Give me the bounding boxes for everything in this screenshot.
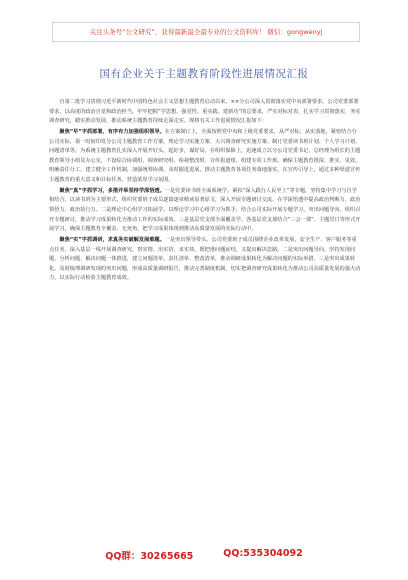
paragraph-text: 在方案制订上，全面按照党中央和上级党委要求，从严对标，从实落地，紧密结合分公司实际，第一时间印发分公司主题教育工作方案，理论学习实施方案、大兴调查研究实施方案、制订党委读书班计划、个人学习计划、问题清单等。为系统主题教育扎实深入开展开好头、起好步，谋好局。在组织保障上，迅速成立以分公司党委书记、总经理为组长的主题教育领导小组及办公室，下设综合协调组、调查研究组、检视整改组、宣传报道组，组建专项工作班，确保主题教育推深、推实、见效。明确责任分工，建立健全工作机制，加强统筹协调，及时跟进进展，推动主题教育各项任务落地落实。在宣传引导上，通过多种渠道宣传主题教育的重大意义和目标任务，营造浓厚学习氛围。: [49, 129, 361, 183]
paragraph-text: 一是突出领导带头。公司党委班子成员围绕企业改革发展、安全生产、客户服务等重点任务，深入基层一线开展调查研究，察实情、出实招、求实效，既把准问题症结，又提出解决思路。二是突出问题导向。坚持发现问题、分析问题、解决问题一体推进，建立问题清单、责任清单、整改清单，推动调研成果转化为解决问题的实际举措。三是突出成果转化。及时梳理调研发现的突出问题，形成高质量调研报告，推动完善制度机制，切实把调查研究成果转化为推动公司高质量发展的强大动力，以实际行动检验主题教育成效。: [49, 237, 361, 282]
document-title: 国有企业关于主题教育阶段性进展情况汇报: [99, 68, 309, 80]
promo-banner: 关注头条号“公文研究”，获得最新最全最专业的公文资料库！ 微信：gongwenyj: [52, 22, 360, 42]
section-paragraph-research: [49, 236, 361, 284]
section-paragraph-deployment: [49, 128, 361, 185]
section-paragraph-study: [49, 187, 361, 235]
contact-footer: [0, 548, 408, 562]
qq-number: QQ:535304092: [223, 548, 303, 559]
paragraph-lead: 聚焦“真”字抓学习，多措并举坚持学深悟透。: [59, 187, 165, 194]
paragraph-lead: 聚焦“实”字抓调研，求真务实破解发展难题。: [59, 237, 165, 244]
paragraph-lead: 聚焦“早”字抓部署，有序有力加强组织领导。: [59, 129, 165, 136]
intro-paragraph: [49, 98, 361, 127]
paragraph-text: 自第二批学习贯彻习近平新时代中国特色社会主义思想主题教育启动以来，××分公司深入贯彻落实党中央部署要求，公司党委部署要求，以高度的政治自觉和政治担当，牢牢把握“学思想、强党性、重实践、建新功”的总要求，严实对标对表，扎实学习贯彻落实，务实调查研究，踏实推动发展，推动系统主题教育持续走深走实。现将有关工作进展情况汇报如下：: [49, 99, 361, 125]
paragraph-text: 一是党委读书班全面系统学。紧扣“深入践行人民至上”等专题，坚持集中学习与自学相结合，以读书班为主要形式，组织党委班子成员逐篇逐章精读原著原文，深入开展专题研讨交流，在学深悟透中提高政治判断力、政治领悟力、政治执行力。二是理论中心组学习拓展学。以理论学习中心组学习为抓手，结合公司实际开展专题学习，突出问题导向，组织召开专题研讨，推动学习成果转化为推动工作的实际成效。三是基层党支部全面覆盖学。各基层党支部结合“三会一课”、主题党日等形式开展学习，确保主题教育全覆盖、无死角，把学习成果体现到推动高质量发展的实际行动中。: [49, 187, 361, 233]
document-body: [49, 98, 361, 285]
qq-group-number: QQ群：30265665: [105, 551, 194, 562]
